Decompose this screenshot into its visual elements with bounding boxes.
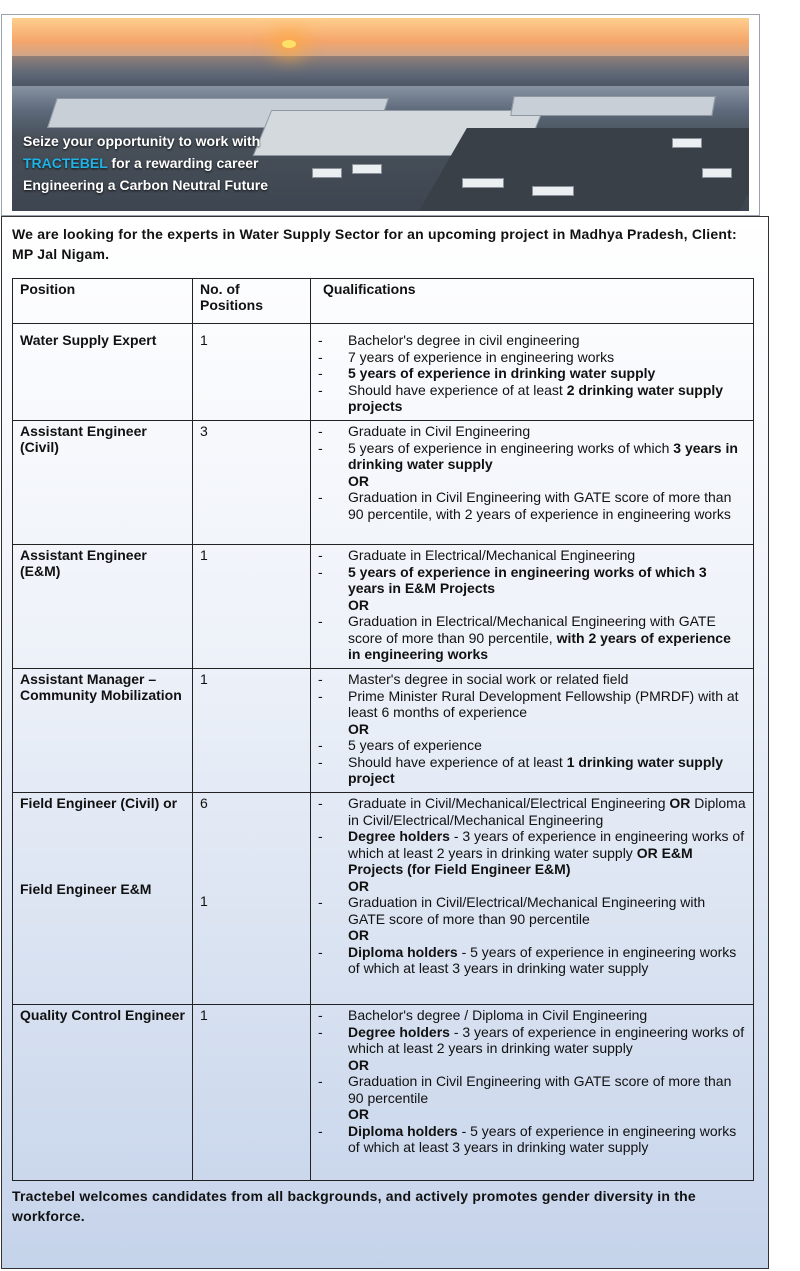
job-card [1, 216, 769, 1269]
qualifications-cell [311, 421, 754, 545]
banner-frame [1, 14, 760, 216]
qualification-item: - Should have experience of at least 1 drinking water supply project [318, 754, 746, 787]
qualifications-cell [311, 1005, 754, 1181]
table-row [13, 1005, 754, 1181]
position-cell [13, 793, 193, 1005]
or-separator: OR [348, 1056, 369, 1073]
qualification-item: - 5 years of experience [318, 737, 746, 754]
table-row [13, 421, 754, 545]
position-title-alt: Field Engineer E&M [20, 881, 152, 897]
count-cell: 1 [193, 324, 311, 421]
qualification-item: - Master's degree in social work or related field [318, 671, 746, 688]
qualification-item: - 5 years of experience in engineering works of which 3 years in drinking water supply [318, 440, 746, 473]
qualification-item: - Graduation in Civil Engineering with GATE score of more than 90 percentile, with 2 years of experience in engineering works [318, 489, 746, 522]
banner-tagline [23, 130, 268, 196]
qualification-item: - 5 years of experience in engineering works of which 3 years in E&M Projects [318, 564, 746, 597]
or-separator: OR [348, 877, 369, 894]
qualification-item: - Graduation in Electrical/Mechanical Engineering with GATE score of more than 90 percentile, with 2 years of experience in engineering works [318, 613, 746, 663]
table-row [13, 324, 754, 421]
or-separator: OR [348, 927, 369, 943]
banner-image [12, 18, 749, 211]
intro-text: We are looking for the experts in Water Supply Sector for an upcoming project in Madhya Pradesh, Client: MP Jal Nigam. [12, 226, 737, 262]
qualification-item: - Graduation in Civil/Electrical/Mechanical Engineering with GATE score of more than 90 percentile [318, 894, 746, 927]
count-value: 6 [200, 795, 208, 811]
banner-line-1: Seize your opportunity to work with [23, 133, 261, 149]
table-header-row [13, 279, 754, 324]
positions-table [12, 278, 754, 1181]
truck [352, 164, 382, 174]
position-cell: Quality Control Engineer [13, 1005, 193, 1181]
warehouse-roof [510, 96, 716, 116]
qualification-item: - Graduate in Civil Engineering [318, 423, 746, 440]
qualification-item: - Diploma holders - 5 years of experience in engineering works of which at least 3 years in drinking water supply [318, 944, 746, 977]
table-row [13, 669, 754, 793]
header-position: Position [13, 279, 193, 324]
qualifications-cell [311, 545, 754, 669]
count-value-alt: 1 [200, 893, 208, 909]
qualifications-cell [311, 669, 754, 793]
position-title: Field Engineer (Civil) or [20, 795, 178, 811]
or-separator: OR [348, 1106, 369, 1122]
horizon [12, 56, 749, 86]
or-separator: OR [348, 472, 369, 489]
qualification-item: - Graduate in Civil/Mechanical/Electrical Engineering OR Diploma in Civil/Electrical/Mechanical Engineering [318, 795, 746, 828]
or-separator: OR [348, 596, 369, 613]
qualification-item: - Degree holders - 3 years of experience in engineering works of which at least 2 years in drinking water supply [318, 1024, 746, 1057]
qualification-item: - Diploma holders - 5 years of experience in engineering works of which at least 3 years in drinking water supply [318, 1123, 746, 1156]
qualification-item: - Graduate in Electrical/Mechanical Engineering [318, 547, 746, 564]
table-row [13, 545, 754, 669]
qualification-item: - Bachelor's degree in civil engineering [318, 332, 746, 349]
truck [532, 186, 574, 196]
count-cell: 3 [193, 421, 311, 545]
qualification-item: - Graduation in Civil Engineering with GATE score of more than 90 percentile [318, 1073, 746, 1106]
header-qualifications: Qualifications [311, 279, 754, 324]
banner-line-2 [23, 152, 268, 174]
banner-line-2-rest: for a rewarding career [107, 155, 259, 171]
qualification-item: - 5 years of experience in drinking water supply [318, 365, 746, 382]
qualification-item: - Degree holders - 3 years of experience in engineering works of which at least 2 years in drinking water supply OR E&M Projects (for Field Engineer E&M) [318, 828, 746, 878]
truck [462, 178, 504, 188]
table-row [13, 793, 754, 1005]
truck [702, 168, 732, 178]
count-cell [193, 793, 311, 1005]
banner-line-3: Engineering a Carbon Neutral Future [23, 177, 269, 193]
qualification-item: - Prime Minister Rural Development Fellowship (PMRDF) with at least 6 months of experience [318, 688, 746, 721]
position-cell: Assistant Engineer (Civil) [13, 421, 193, 545]
truck [672, 138, 702, 148]
count-cell: 1 [193, 545, 311, 669]
position-cell: Assistant Engineer (E&M) [13, 545, 193, 669]
brand-name: TRACTEBEL [23, 155, 108, 171]
position-cell: Assistant Manager – Community Mobilization [13, 669, 193, 793]
sun-icon [282, 40, 296, 48]
count-cell: 1 [193, 1005, 311, 1181]
qualifications-cell [311, 793, 754, 1005]
position-cell: Water Supply Expert [13, 324, 193, 421]
header-count: No. of Positions [193, 279, 311, 324]
closing-text: Tractebel welcomes candidates from all backgrounds, and actively promotes gender diversity in the workforce. [12, 1188, 696, 1224]
qualification-item: - Bachelor's degree / Diploma in Civil Engineering [318, 1007, 746, 1024]
count-cell: 1 [193, 669, 311, 793]
qualifications-cell [311, 324, 754, 421]
or-separator: OR [348, 720, 369, 737]
qualification-item: - Should have experience of at least 2 drinking water supply projects [318, 382, 746, 415]
qualification-item: - 7 years of experience in engineering works [318, 349, 746, 366]
truck [312, 168, 342, 178]
